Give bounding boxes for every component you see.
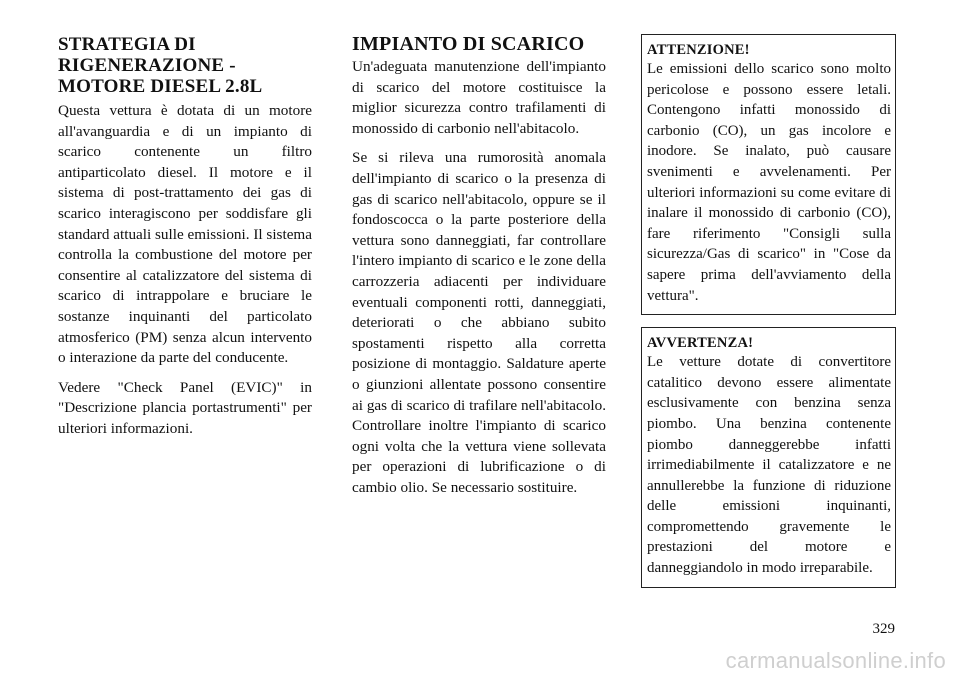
exhaust-heading: IMPIANTO DI SCARICO [352,33,585,55]
caution-text: Le vetture dotate di convertitore catalitico devono essere alimentate esclusivamente con benzina senza piombo. Una benzina contenente piombo danneggerebbe infatti irrimediabilmente il catalizzatore e ne annullerebbe la funzione di riduzione delle emissioni inquinanti, compromettendo gravemente le prestazioni del motore e danneggiandolo in modo irreparabile. [647,354,891,577]
warning-text: Le emissioni dello scarico sono molto pericolose e possono essere letali. Contengono infatti monossido di carbonio (CO), un gas incolore e inodore. Se inalato, può causare svenimenti e avvelenamenti. Per ulteriori informazioni su come evitare di inalare il monossido di carbonio (CO), fare riferimento "Consigli sulla sicurezza/Gas di scarico" in "Cose da sapere prima dell'avviamento della vettura". [647,61,891,304]
left-column [58,34,312,449]
middle-column [352,34,606,507]
right-column [641,34,896,600]
exhaust-paragraph-2: Se si rileva una rumorosità anomala dell'impianto di scarico o la presenza di gas di scarico nell'abitacolo, oppure se il fondoscocca o la parte posteriore della vettura sono danneggiati, far controllare l'intero impianto di scarico e le zone della carrozzeria adiacenti per individuare eventuali componenti rotti, danneggiati, deteriorati o che abbiano subito spostamenti rispetto alla corretta posizione di montaggio. Saldature aperte o giunzioni allentate possono consentire ai gas di scarico di trafilare nell'abitacolo. Controllare inoltre l'impianto di scarico ogni volta che la vettura viene sollevata per operazioni di lubrificazione o di cambio olio. Se necessario sostituire. [352,149,606,496]
page-number: 329 [872,621,895,637]
caution-title: AVVERTENZA! [647,335,754,352]
regeneration-heading: STRATEGIA DI RIGENERAZIONE - MOTORE DIESEL 2.8L [58,34,263,97]
warning-box [641,34,896,315]
regeneration-paragraph-2: Vedere "Check Panel (EVIC)" in "Descrizione plancia portastrumenti" per ulteriori informazioni. [58,378,312,437]
regeneration-paragraph-1: Questa vettura è dotata di un motore all'avanguardia e di un impianto di scarico contenente un filtro antiparticolato diesel. Il motore e il sistema di post-trattamento dei gas di scarico interagiscono per soddisfare gli standard attuali sulle emissioni. Il sistema controlla la combustione del motore per consentire al catalizzatore del sistema di scarico di intrappolare e bruciare le sostanze inquinanti del particolato atmosferico (PM) senza alcun intervento o interazione da parte del conducente. [58,102,312,367]
footer-watermark: carmanualsonline.info [725,648,946,673]
caution-box [641,327,896,588]
warning-title: ATTENZIONE! [647,42,750,58]
exhaust-paragraph-1: Un'adeguata manutenzione dell'impianto di scarico del motore costituisce la miglior sicurezza contro trafilamenti di monossido di carbonio nell'abitacolo. [352,58,606,137]
